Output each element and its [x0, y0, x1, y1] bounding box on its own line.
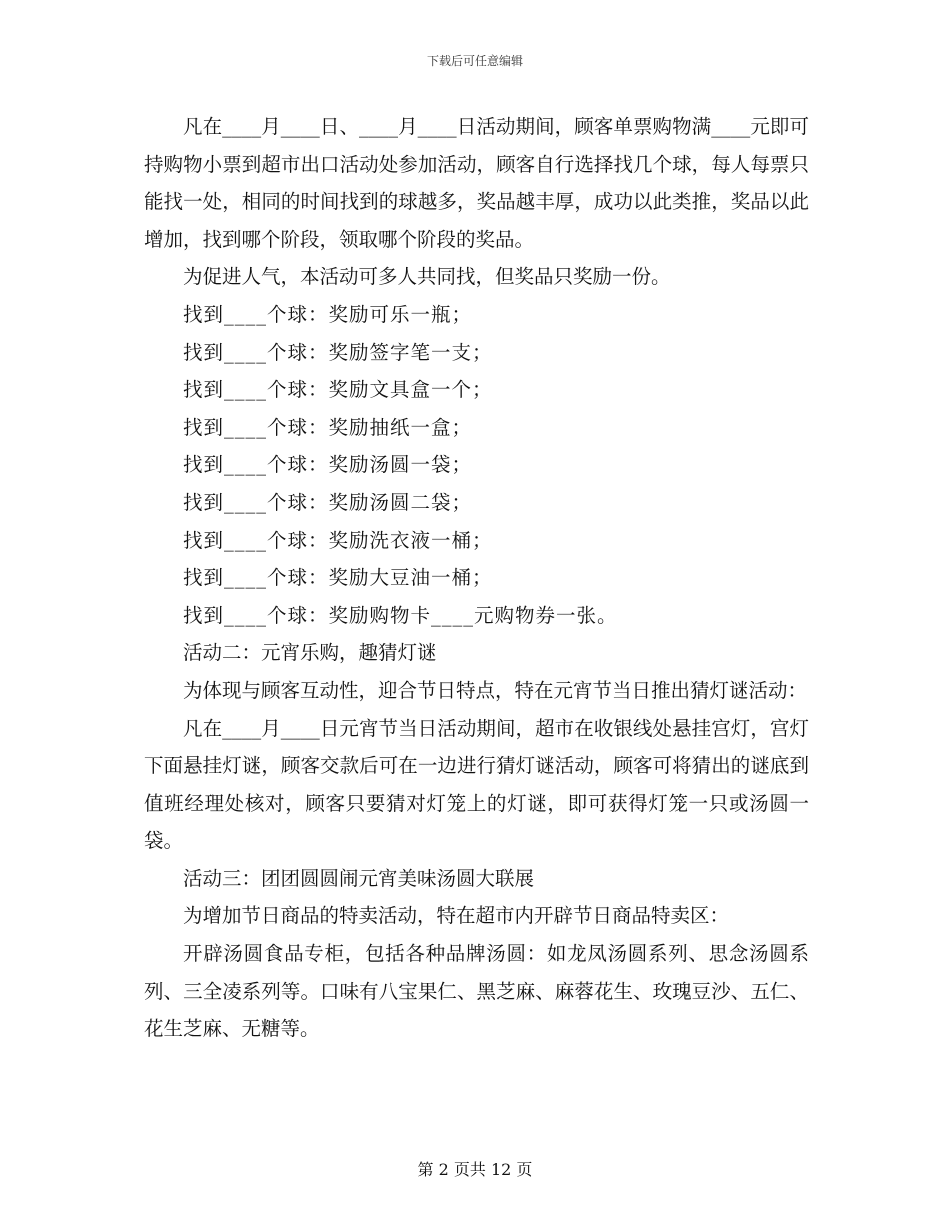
- paragraph-activity-two-intro: 为体现与顾客互动性，迎合节日特点，特在元宵节当日推出猜灯谜活动：: [183, 678, 808, 702]
- prize-item: 找到____个球：奖励汤圆二袋；: [183, 490, 473, 514]
- prize-item: 找到____个球：奖励大豆油一桶；: [183, 566, 493, 590]
- document-body: [144, 108, 809, 1048]
- paragraph-activity-rules: 凡在____月____日、____月____日活动期间，顾客单票购物满____元即可持购物小票到超市出口活动处参加活动，顾客自行选择找几个球，每人每票只能找一处，相同的时间找到的球越多，奖品越丰厚，成功以此类推，奖品以此增加，找到哪个阶段，领取哪个阶段的奖品。: [144, 115, 809, 251]
- prize-item: 找到____个球：奖励文具盒一个；: [183, 378, 493, 402]
- prize-item: 找到____个球：奖励抽纸一盒；: [183, 415, 473, 439]
- section-heading-activity-two: 活动二：元宵乐购，趣猜灯谜: [183, 641, 437, 665]
- page-footer-number: 第 2 页共 12 页: [417, 1160, 533, 1179]
- prize-item: 找到____个球：奖励汤圆一袋；: [183, 453, 473, 477]
- paragraph-activity-three-details: 开辟汤圆食品专柜，包括各种品牌汤圆：如龙凤汤圆系列、思念汤圆系列、三全凌系列等。口味有八宝果仁、黑芝麻、麻蓉花生、玫瑰豆沙、五仁、花生芝麻、无糖等。: [144, 942, 809, 1041]
- paragraph-activity-two-details: 凡在____月____日元宵节当日活动期间，超市在收银线处悬挂宫灯，宫灯下面悬挂灯谜，顾客交款后可在一边进行猜灯谜活动，顾客可将猜出的谜底到值班经理处核对，顾客只要猜对灯笼上的灯谜，即可获得灯笼一只或汤圆一袋。: [144, 716, 809, 853]
- prize-item: 找到____个球：奖励签字笔一支；: [183, 340, 493, 364]
- section-heading-activity-three: 活动三：团团圆圆闹元宵美味汤圆大联展: [183, 866, 535, 890]
- page-header-note: 下载后可任意编辑: [426, 54, 523, 68]
- paragraph-activity-three-intro: 为增加节日商品的特卖活动，特在超市内开辟节日商品特卖区：: [183, 904, 730, 928]
- prize-item: 找到____个球：奖励购物卡____元购物券一张。: [183, 603, 618, 627]
- prize-item: 找到____个球：奖励可乐一瓶；: [183, 302, 473, 326]
- paragraph-popularity-note: 为促进人气，本活动可多人共同找，但奖品只奖励一份。: [183, 265, 671, 289]
- prize-item: 找到____个球：奖励洗衣液一桶；: [183, 528, 493, 552]
